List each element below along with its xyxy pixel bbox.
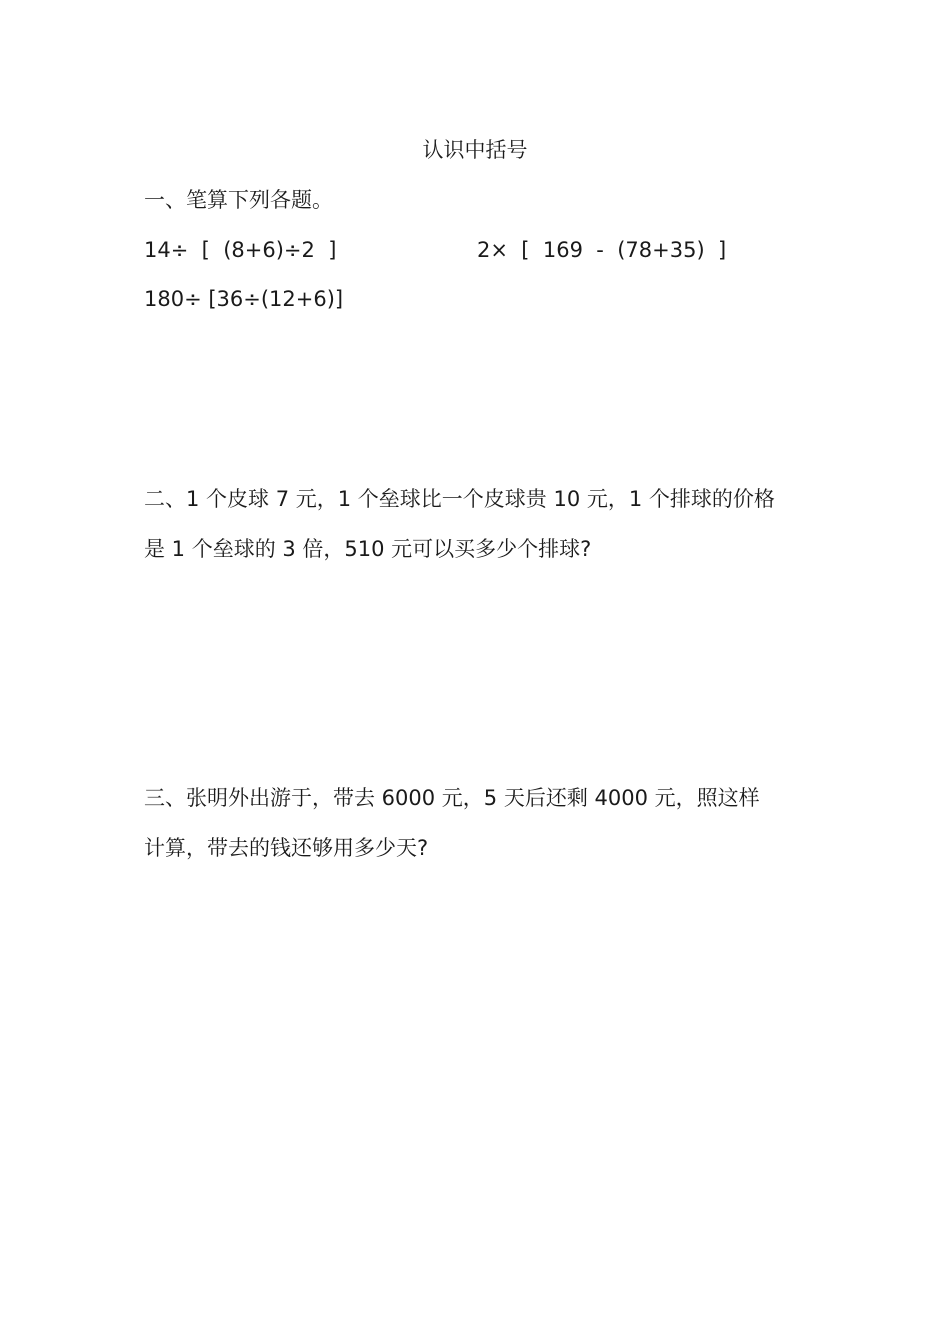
- section3-question-line-2: 计算，带去的钱还够用多少天?: [144, 836, 429, 860]
- expression-3: 180÷ [36÷(12+6)]: [144, 287, 344, 311]
- expression-1: 14÷ [ (8+6)÷2 ]: [144, 238, 337, 262]
- section2-question-line-1: 二、1 个皮球 7 元，1 个垒球比一个皮球贵 10 元，1 个排球的价格: [144, 487, 775, 511]
- section2-question-line-2: 是 1 个垒球的 3 倍，510 元可以买多少个排球?: [144, 537, 592, 561]
- section3-question-line-1: 三、张明外出游于，带去 6000 元，5 天后还剩 4000 元，照这样: [144, 786, 760, 810]
- page-title: 认识中括号: [422, 138, 528, 162]
- section1-heading: 一、笔算下列各题。: [144, 188, 333, 212]
- expression-2: 2× [ 169 - (78+35) ]: [477, 238, 727, 262]
